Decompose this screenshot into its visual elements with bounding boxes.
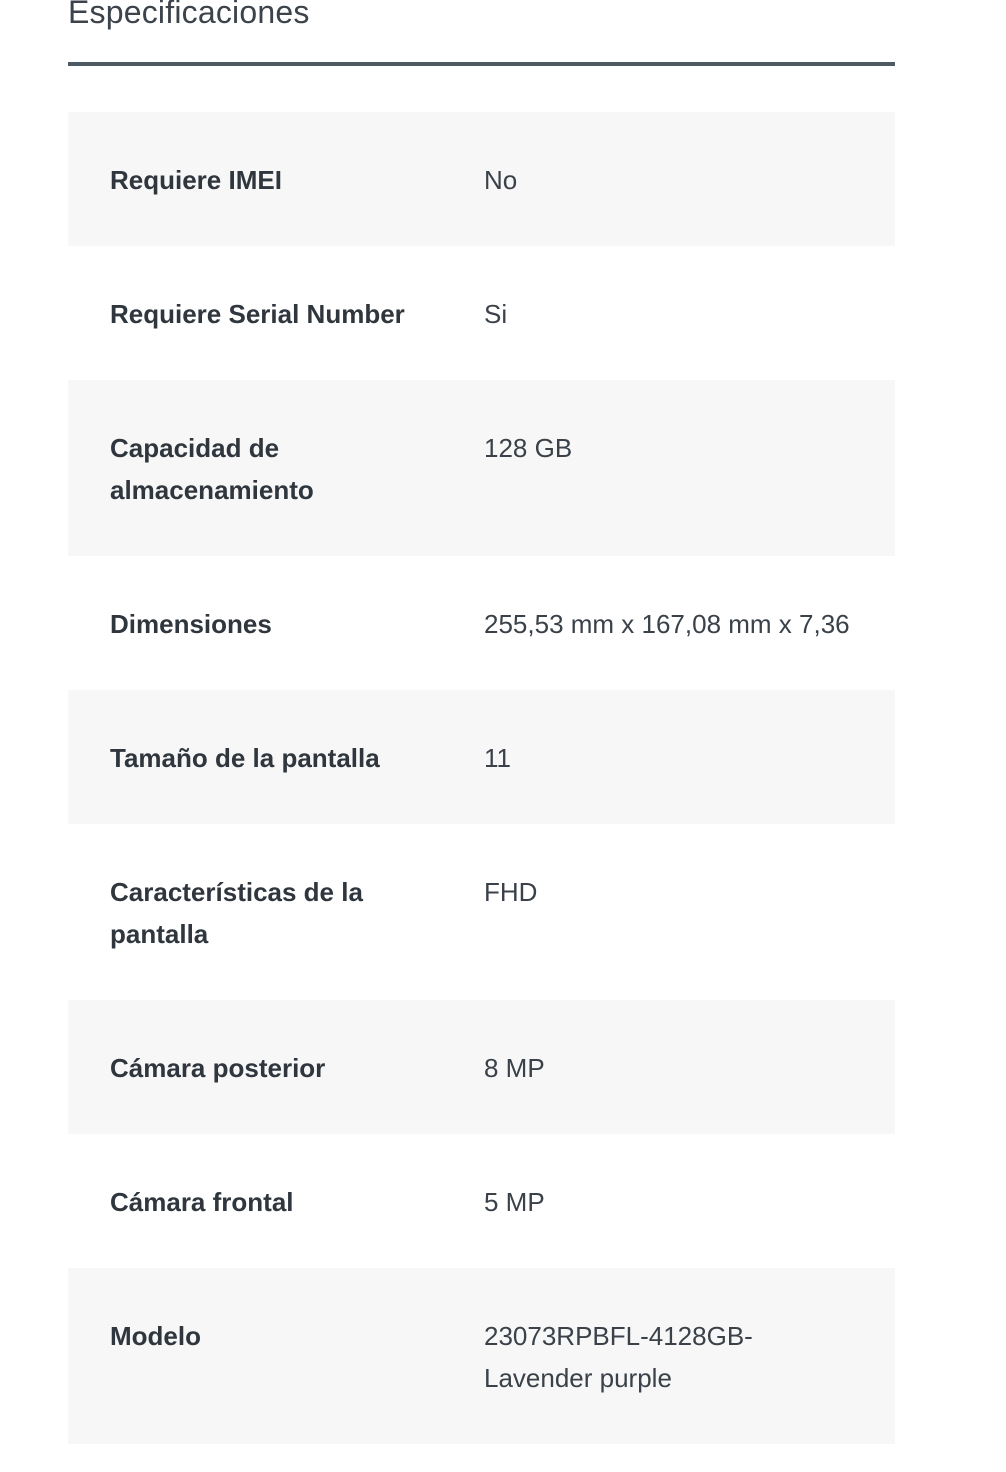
spec-value: 11 bbox=[484, 743, 511, 773]
spec-row-dimensions bbox=[68, 556, 895, 690]
spec-label: Características de la pantalla bbox=[110, 877, 363, 949]
section-title: Especificaciones bbox=[68, 0, 310, 30]
specifications-table bbox=[68, 112, 895, 1444]
spec-value: 5 MP bbox=[484, 1187, 545, 1217]
spec-row-rear-camera bbox=[68, 1000, 895, 1134]
spec-value: 23073RPBFL-4128GB-Lavender purple bbox=[484, 1321, 753, 1393]
spec-value: FHD bbox=[484, 877, 538, 907]
spec-label: Requiere IMEI bbox=[110, 165, 282, 195]
spec-row-screen-size bbox=[68, 690, 895, 824]
spec-label: Cámara posterior bbox=[110, 1053, 326, 1083]
title-divider bbox=[68, 62, 895, 66]
spec-label: Dimensiones bbox=[110, 609, 272, 639]
spec-row-serial-number bbox=[68, 246, 895, 380]
spec-label: Capacidad de almacenamiento bbox=[110, 433, 314, 505]
spec-value: Si bbox=[484, 299, 508, 329]
spec-label: Modelo bbox=[110, 1321, 201, 1351]
spec-label: Requiere Serial Number bbox=[110, 299, 405, 329]
spec-value: No bbox=[484, 165, 518, 195]
spec-row-model bbox=[68, 1268, 895, 1444]
spec-row-imei bbox=[68, 112, 895, 246]
spec-row-front-camera bbox=[68, 1134, 895, 1268]
spec-row-screen-features bbox=[68, 824, 895, 1000]
spec-value: 255,53 mm x 167,08 mm x 7,36 bbox=[484, 609, 850, 639]
spec-value: 128 GB bbox=[484, 433, 573, 463]
specifications-section bbox=[68, 0, 895, 1444]
spec-value: 8 MP bbox=[484, 1053, 545, 1083]
spec-row-storage bbox=[68, 380, 895, 556]
spec-label: Tamaño de la pantalla bbox=[110, 743, 380, 773]
spec-label: Cámara frontal bbox=[110, 1187, 294, 1217]
